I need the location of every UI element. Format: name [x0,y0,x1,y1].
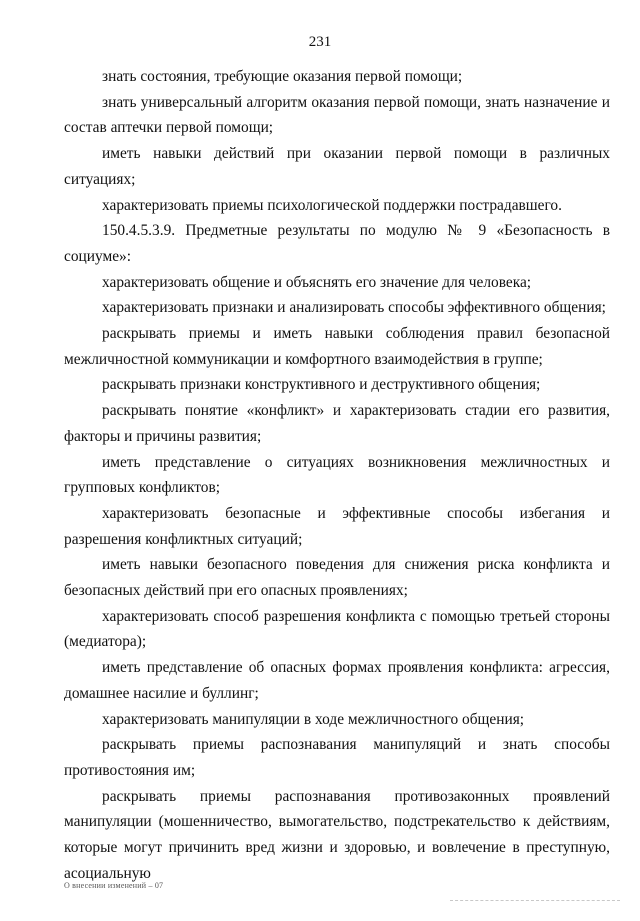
page-footer: О внесении изменений – 07 [64,881,164,890]
paragraph: характеризовать безопасные и эффективные способы избегания и разрешения конфликтных ситуаций; [64,504,610,548]
paragraph: иметь навыки безопасного поведения для снижения риска конфликта и безопасных действий при его опасных проявлениях; [64,556,610,600]
paragraph: иметь представление о ситуациях возникновения межличностных и групповых конфликтов; [64,453,610,497]
paragraph: характеризовать приемы психологической поддержки пострадавшего. [102,196,562,214]
paragraph: характеризовать признаки и анализировать способы эффективного общения; [102,299,606,317]
paragraph: иметь навыки действий при оказании первой помощи в различных ситуациях; [64,145,610,188]
paragraph: характеризовать манипуляции в ходе межличностного общения; [102,710,525,728]
paragraph: иметь представление об опасных формах проявления конфликта: агрессия, домашнее насилие и буллинг; [64,659,610,702]
footer-divider [450,900,620,901]
section-heading-paragraph: 150.4.5.3.9. Предметные результаты по модулю № 9 «Безопасность в социуме»: [64,222,610,265]
paragraph: знать универсальный алгоритм оказания первой помощи, знать назначение и состав аптечки первой помощи; [64,93,610,137]
paragraph: раскрывать приемы распознавания манипуляций и знать способы противостояния им; [64,736,610,779]
paragraph: раскрывать приемы распознавания противозаконных проявлений манипуляции (мошенничество, вымогательство, подстрекательство к действиям, которые могут причинить вред жизни и здоровью, и вовлечение в преступную, асоциальную [64,787,610,882]
paragraph: знать состояния, требующие оказания первой помощи; [102,68,463,85]
paragraph: характеризовать общение и объяснять его значение для человека; [102,273,532,291]
body-text [64,64,610,887]
paragraph: раскрывать признаки конструктивного и деструктивного общения; [102,376,541,394]
paragraph: раскрывать понятие «конфликт» и характеризовать стадии его развития, факторы и причины развития; [64,402,610,445]
page-number: 231 [308,34,332,50]
paragraph: раскрывать приемы и иметь навыки соблюдения правил безопасной межличностной коммуникации и комфортного взаимодействия в группе; [64,325,610,368]
paragraph: характеризовать способ разрешения конфликта с помощью третьей стороны (медиатора); [64,607,610,651]
